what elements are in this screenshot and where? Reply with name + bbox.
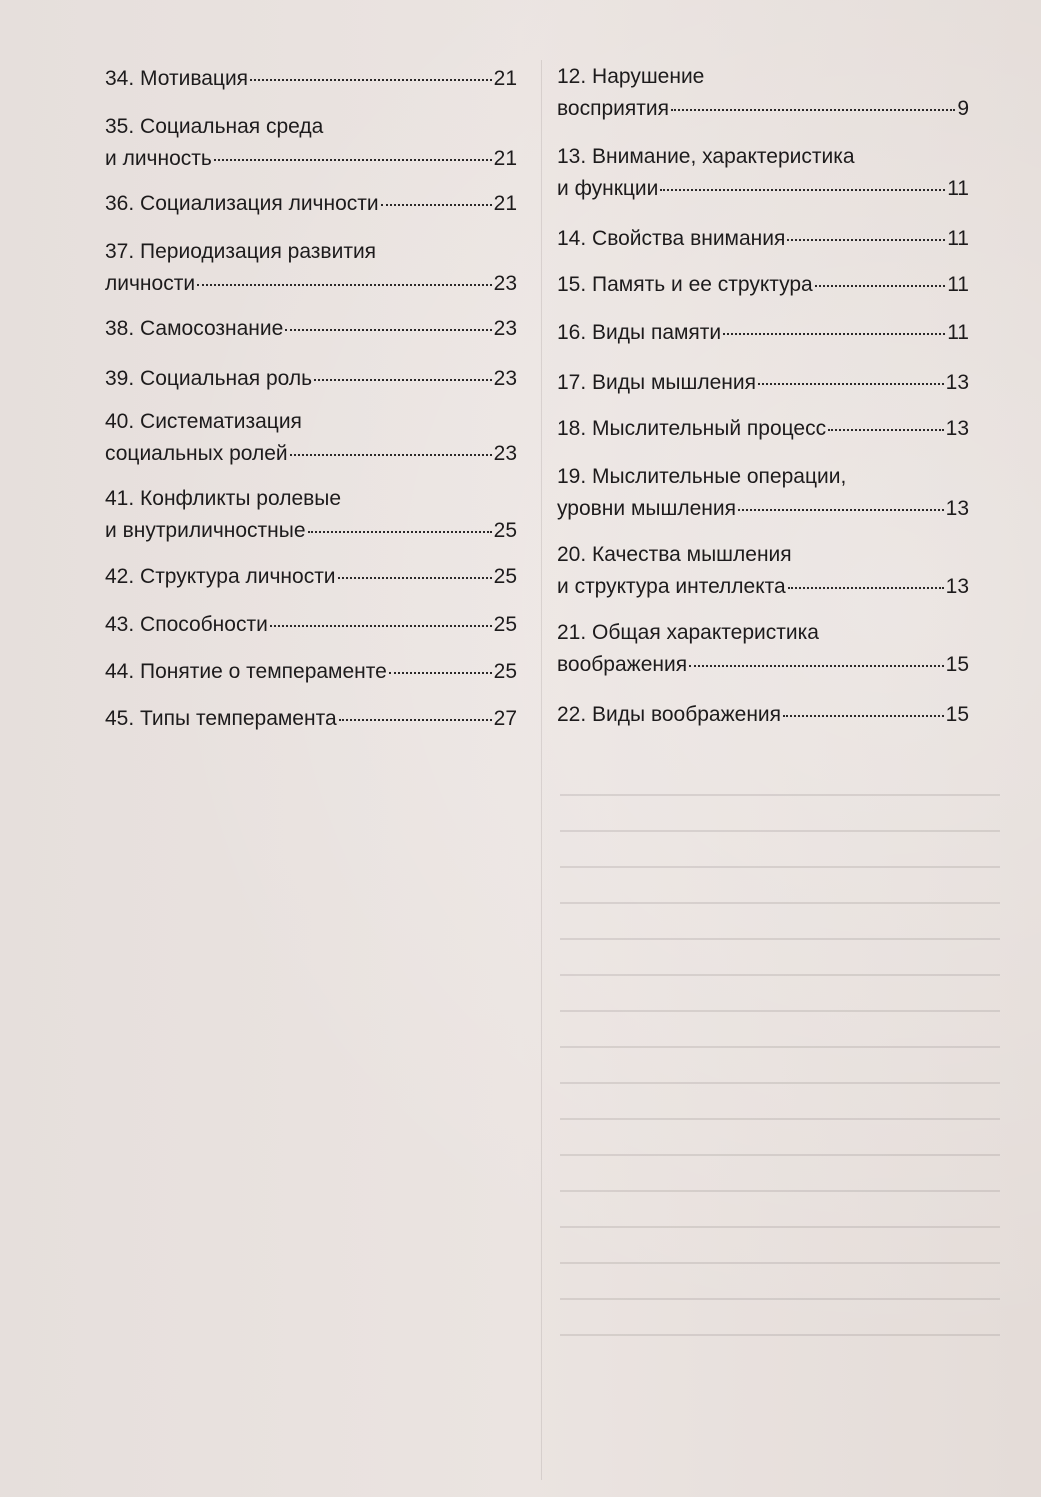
toc-entry[interactable] (105, 407, 517, 469)
toc-entry-row (105, 514, 517, 546)
toc-entry-row (105, 62, 517, 94)
page-number: 13 (945, 497, 969, 520)
toc-entry-title: воображения (557, 653, 688, 676)
dot-leader (758, 362, 944, 385)
dot-leader (828, 408, 944, 431)
dot-leader (290, 433, 492, 456)
toc-entry-title: и функции (557, 177, 659, 200)
page-number: 15 (945, 653, 969, 676)
toc-entry-row (557, 492, 969, 524)
toc-entry[interactable] (105, 560, 517, 592)
dot-leader (285, 308, 491, 331)
page-number: 23 (493, 272, 517, 295)
toc-entry-row (557, 92, 969, 124)
dot-leader (787, 218, 945, 241)
dot-leader (308, 510, 492, 533)
toc-entry-row (105, 608, 517, 640)
dot-leader (815, 264, 945, 287)
toc-entry-title: 22. Виды воображения (557, 703, 782, 726)
toc-entry-title: 43. Способности (105, 613, 268, 636)
toc-entry-row (105, 312, 517, 344)
toc-entry-title-line: 21. Общая характеристика (557, 621, 819, 644)
dot-leader (689, 644, 944, 667)
toc-entry-title-line: 20. Качества мышления (557, 543, 792, 566)
toc-entry-row (557, 268, 969, 300)
page-number: 23 (493, 367, 517, 390)
toc-entry-row (557, 222, 969, 254)
page-number: 25 (493, 519, 517, 542)
page-number: 25 (493, 565, 517, 588)
toc-entry-title: 15. Память и ее структура (557, 273, 813, 296)
dot-leader (671, 88, 955, 111)
toc-entry-row (557, 570, 969, 602)
toc-entry-row (557, 698, 969, 730)
toc-entry[interactable] (557, 366, 969, 398)
page-number: 27 (493, 707, 517, 730)
page-number: 13 (945, 575, 969, 598)
toc-entry-title: 44. Понятие о темпераменте (105, 660, 387, 683)
toc-entry[interactable] (105, 484, 517, 546)
page-number: 21 (493, 192, 517, 215)
toc-entry[interactable] (557, 618, 969, 680)
dot-leader (270, 604, 492, 627)
toc-entry-title: восприятия (557, 97, 669, 120)
toc-entry-row (105, 267, 517, 299)
toc-entry-row (105, 437, 517, 469)
page-number: 21 (493, 147, 517, 170)
toc-entry[interactable] (105, 187, 517, 219)
dot-leader (338, 556, 492, 579)
toc-entry[interactable] (557, 698, 969, 730)
toc-entry-title: личности (105, 272, 196, 295)
toc-entry-row (557, 366, 969, 398)
toc-entry-row (557, 316, 969, 348)
toc-entry-title: 17. Виды мышления (557, 371, 756, 394)
toc-entry-title: и внутриличностные (105, 519, 306, 542)
dot-leader (381, 183, 492, 206)
toc-entry[interactable] (557, 540, 969, 602)
toc-entry[interactable] (105, 312, 517, 344)
toc-entry-title: 16. Виды памяти (557, 321, 722, 344)
toc-entry-title: 38. Самосознание (105, 317, 284, 340)
toc-entry[interactable] (105, 702, 517, 734)
toc-entry-row (105, 142, 517, 174)
page-number: 23 (493, 442, 517, 465)
page-number: 25 (493, 613, 517, 636)
toc-entry-title-line: 41. Конфликты ролевые (105, 487, 342, 510)
toc-entry-title-line: 12. Нарушение (557, 65, 705, 88)
bleed-through-text (560, 760, 1000, 1460)
toc-entry-title: уровни мышления (557, 497, 736, 520)
dot-leader (214, 138, 492, 161)
dot-leader (660, 168, 945, 191)
toc-entry-title-line: 19. Мыслительные операции, (557, 465, 847, 488)
toc-entry[interactable] (557, 462, 969, 524)
page-number: 25 (493, 660, 517, 683)
toc-entry-title-line: 40. Систематизация (105, 410, 302, 433)
page-number: 23 (493, 317, 517, 340)
page-number: 13 (945, 417, 969, 440)
dot-leader (389, 651, 492, 674)
toc-entry-row (105, 702, 517, 734)
page-number: 11 (947, 321, 969, 344)
dot-leader (197, 263, 492, 286)
toc-entry-title-line: 37. Периодизация развития (105, 240, 377, 263)
page-number: 21 (493, 67, 517, 90)
toc-entry-row (105, 560, 517, 592)
dot-leader (339, 698, 492, 721)
dot-leader (788, 566, 944, 589)
toc-entry[interactable] (557, 412, 969, 444)
toc-entry-title: социальных ролей (105, 442, 288, 465)
page-number: 9 (957, 97, 969, 120)
toc-entry-title: и личность (105, 147, 212, 170)
toc-entry[interactable] (105, 608, 517, 640)
dot-leader (250, 58, 492, 81)
page-number: 13 (945, 371, 969, 394)
toc-entry[interactable] (557, 142, 969, 204)
column-divider (541, 60, 542, 1480)
page-number: 11 (947, 227, 969, 250)
page-number: 15 (945, 703, 969, 726)
dot-leader (314, 358, 492, 381)
toc-entry[interactable] (557, 268, 969, 300)
toc-entry-title: 42. Структура личности (105, 565, 336, 588)
toc-entry[interactable] (557, 62, 969, 124)
toc-entry[interactable] (105, 62, 517, 94)
toc-entry[interactable] (105, 362, 517, 394)
toc-entry-title-line: 13. Внимание, характеристика (557, 145, 855, 168)
toc-entry-title: 34. Мотивация (105, 67, 249, 90)
toc-entry-row (557, 172, 969, 204)
toc-entry-title: 45. Типы темперамента (105, 707, 337, 730)
toc-entry[interactable] (105, 112, 517, 174)
toc-entry[interactable] (557, 222, 969, 254)
toc-entry[interactable] (557, 316, 969, 348)
page-number: 11 (947, 273, 969, 296)
toc-entry-title: и структура интеллекта (557, 575, 786, 598)
dot-leader (738, 488, 944, 511)
toc-entry-title: 18. Мыслительный процесс (557, 417, 827, 440)
toc-entry-row (557, 412, 969, 444)
toc-entry-row (105, 362, 517, 394)
dot-leader (723, 312, 945, 335)
page-number: 11 (947, 177, 969, 200)
toc-entry-title: 39. Социальная роль (105, 367, 313, 390)
toc-entry[interactable] (105, 655, 517, 687)
toc-entry-row (105, 655, 517, 687)
toc-entry[interactable] (105, 237, 517, 299)
toc-entry-row (557, 648, 969, 680)
toc-entry-title: 36. Социализация личности (105, 192, 379, 215)
toc-entry-title-line: 35. Социальная среда (105, 115, 324, 138)
toc-entry-row (105, 187, 517, 219)
dot-leader (783, 694, 944, 717)
toc-entry-title: 14. Свойства внимания (557, 227, 786, 250)
